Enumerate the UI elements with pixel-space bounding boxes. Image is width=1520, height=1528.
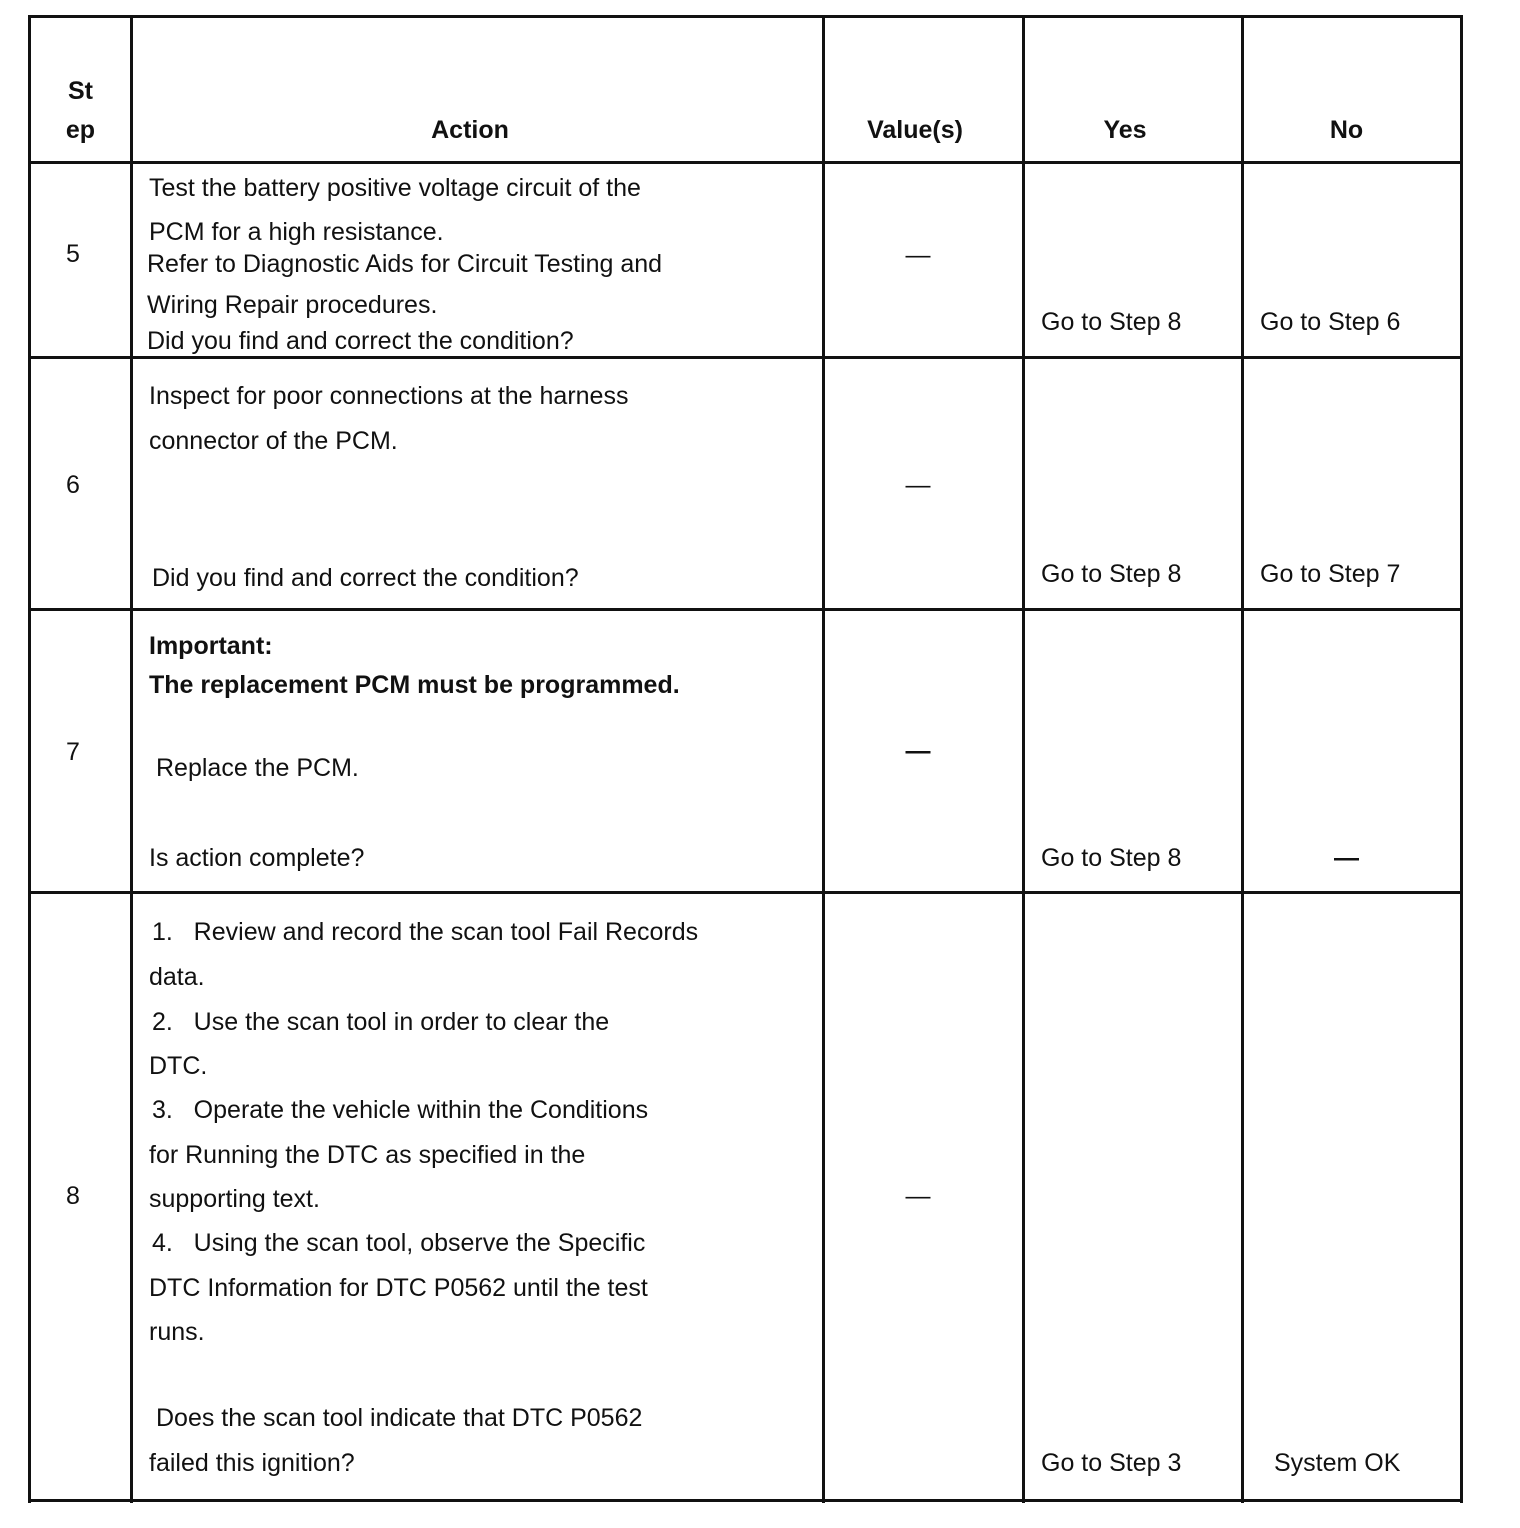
column-divider [130, 15, 133, 1503]
action-line: Does the scan tool indicate that DTC P0562 [156, 1404, 643, 1432]
action-line: Is action complete? [149, 844, 365, 872]
action-line: for Running the DTC as specified in the [149, 1141, 586, 1169]
row-step-number: 5 [66, 240, 80, 268]
action-line: Test the battery positive voltage circuit of the [149, 174, 641, 202]
header-step-line2: ep [65, 116, 96, 144]
no-cell: Go to Step 7 [1260, 560, 1401, 588]
row-divider [28, 891, 1463, 894]
action-line: Did you find and correct the condition? [147, 327, 574, 355]
yes-cell: Go to Step 8 [1041, 844, 1182, 872]
action-line: DTC. [149, 1052, 208, 1080]
value-cell: — [905, 737, 931, 765]
action-line: failed this ignition? [149, 1449, 355, 1477]
value-cell: — [905, 241, 931, 269]
action-line: Inspect for poor connections at the harness [149, 382, 629, 410]
action-line: PCM for a high resistance. [149, 218, 444, 246]
table-border-right [1460, 15, 1463, 1503]
no-cell: Go to Step 6 [1260, 308, 1401, 336]
action-line: data. [149, 963, 205, 991]
important-text: The replacement PCM must be programmed. [149, 671, 680, 699]
action-line: DTC Information for DTC P0562 until the test [149, 1274, 648, 1302]
table-border-top [28, 15, 1463, 18]
action-line: Did you find and correct the condition? [152, 564, 579, 592]
column-divider [1241, 15, 1244, 1503]
value-cell: — [905, 1182, 931, 1210]
important-label: Important: [149, 632, 273, 660]
action-line: Replace the PCM. [156, 754, 359, 782]
action-line: 3. Operate the vehicle within the Conditions [152, 1096, 649, 1124]
row-divider [28, 161, 1463, 164]
no-cell: — [1334, 844, 1359, 872]
header-yes: Yes [1103, 116, 1147, 144]
action-line: 4. Using the scan tool, observe the Specific [152, 1229, 646, 1257]
table-border-bottom [28, 1499, 1463, 1502]
action-line: 1. Review and record the scan tool Fail Records [152, 918, 699, 946]
header-no: No [1329, 116, 1364, 144]
yes-cell: Go to Step 3 [1041, 1449, 1182, 1477]
row-divider [28, 356, 1463, 359]
header-action: Action [431, 116, 509, 144]
yes-cell: Go to Step 8 [1041, 560, 1182, 588]
header-step-line1: St [68, 77, 93, 105]
column-divider [1022, 15, 1025, 1503]
action-line: runs. [149, 1318, 205, 1346]
action-line: supporting text. [149, 1185, 320, 1213]
row-step-number: 6 [66, 471, 80, 499]
action-line: Wiring Repair procedures. [147, 291, 438, 319]
yes-cell: Go to Step 8 [1041, 308, 1182, 336]
row-step-number: 7 [66, 738, 80, 766]
value-cell: — [905, 471, 931, 499]
row-step-number: 8 [66, 1182, 80, 1210]
action-line: 2. Use the scan tool in order to clear the [152, 1008, 610, 1036]
header-values: Value(s) [867, 116, 963, 144]
no-cell: System OK [1274, 1449, 1401, 1477]
row-divider [28, 608, 1463, 611]
action-line: Refer to Diagnostic Aids for Circuit Testing and [147, 250, 663, 278]
action-line: connector of the PCM. [149, 427, 398, 455]
